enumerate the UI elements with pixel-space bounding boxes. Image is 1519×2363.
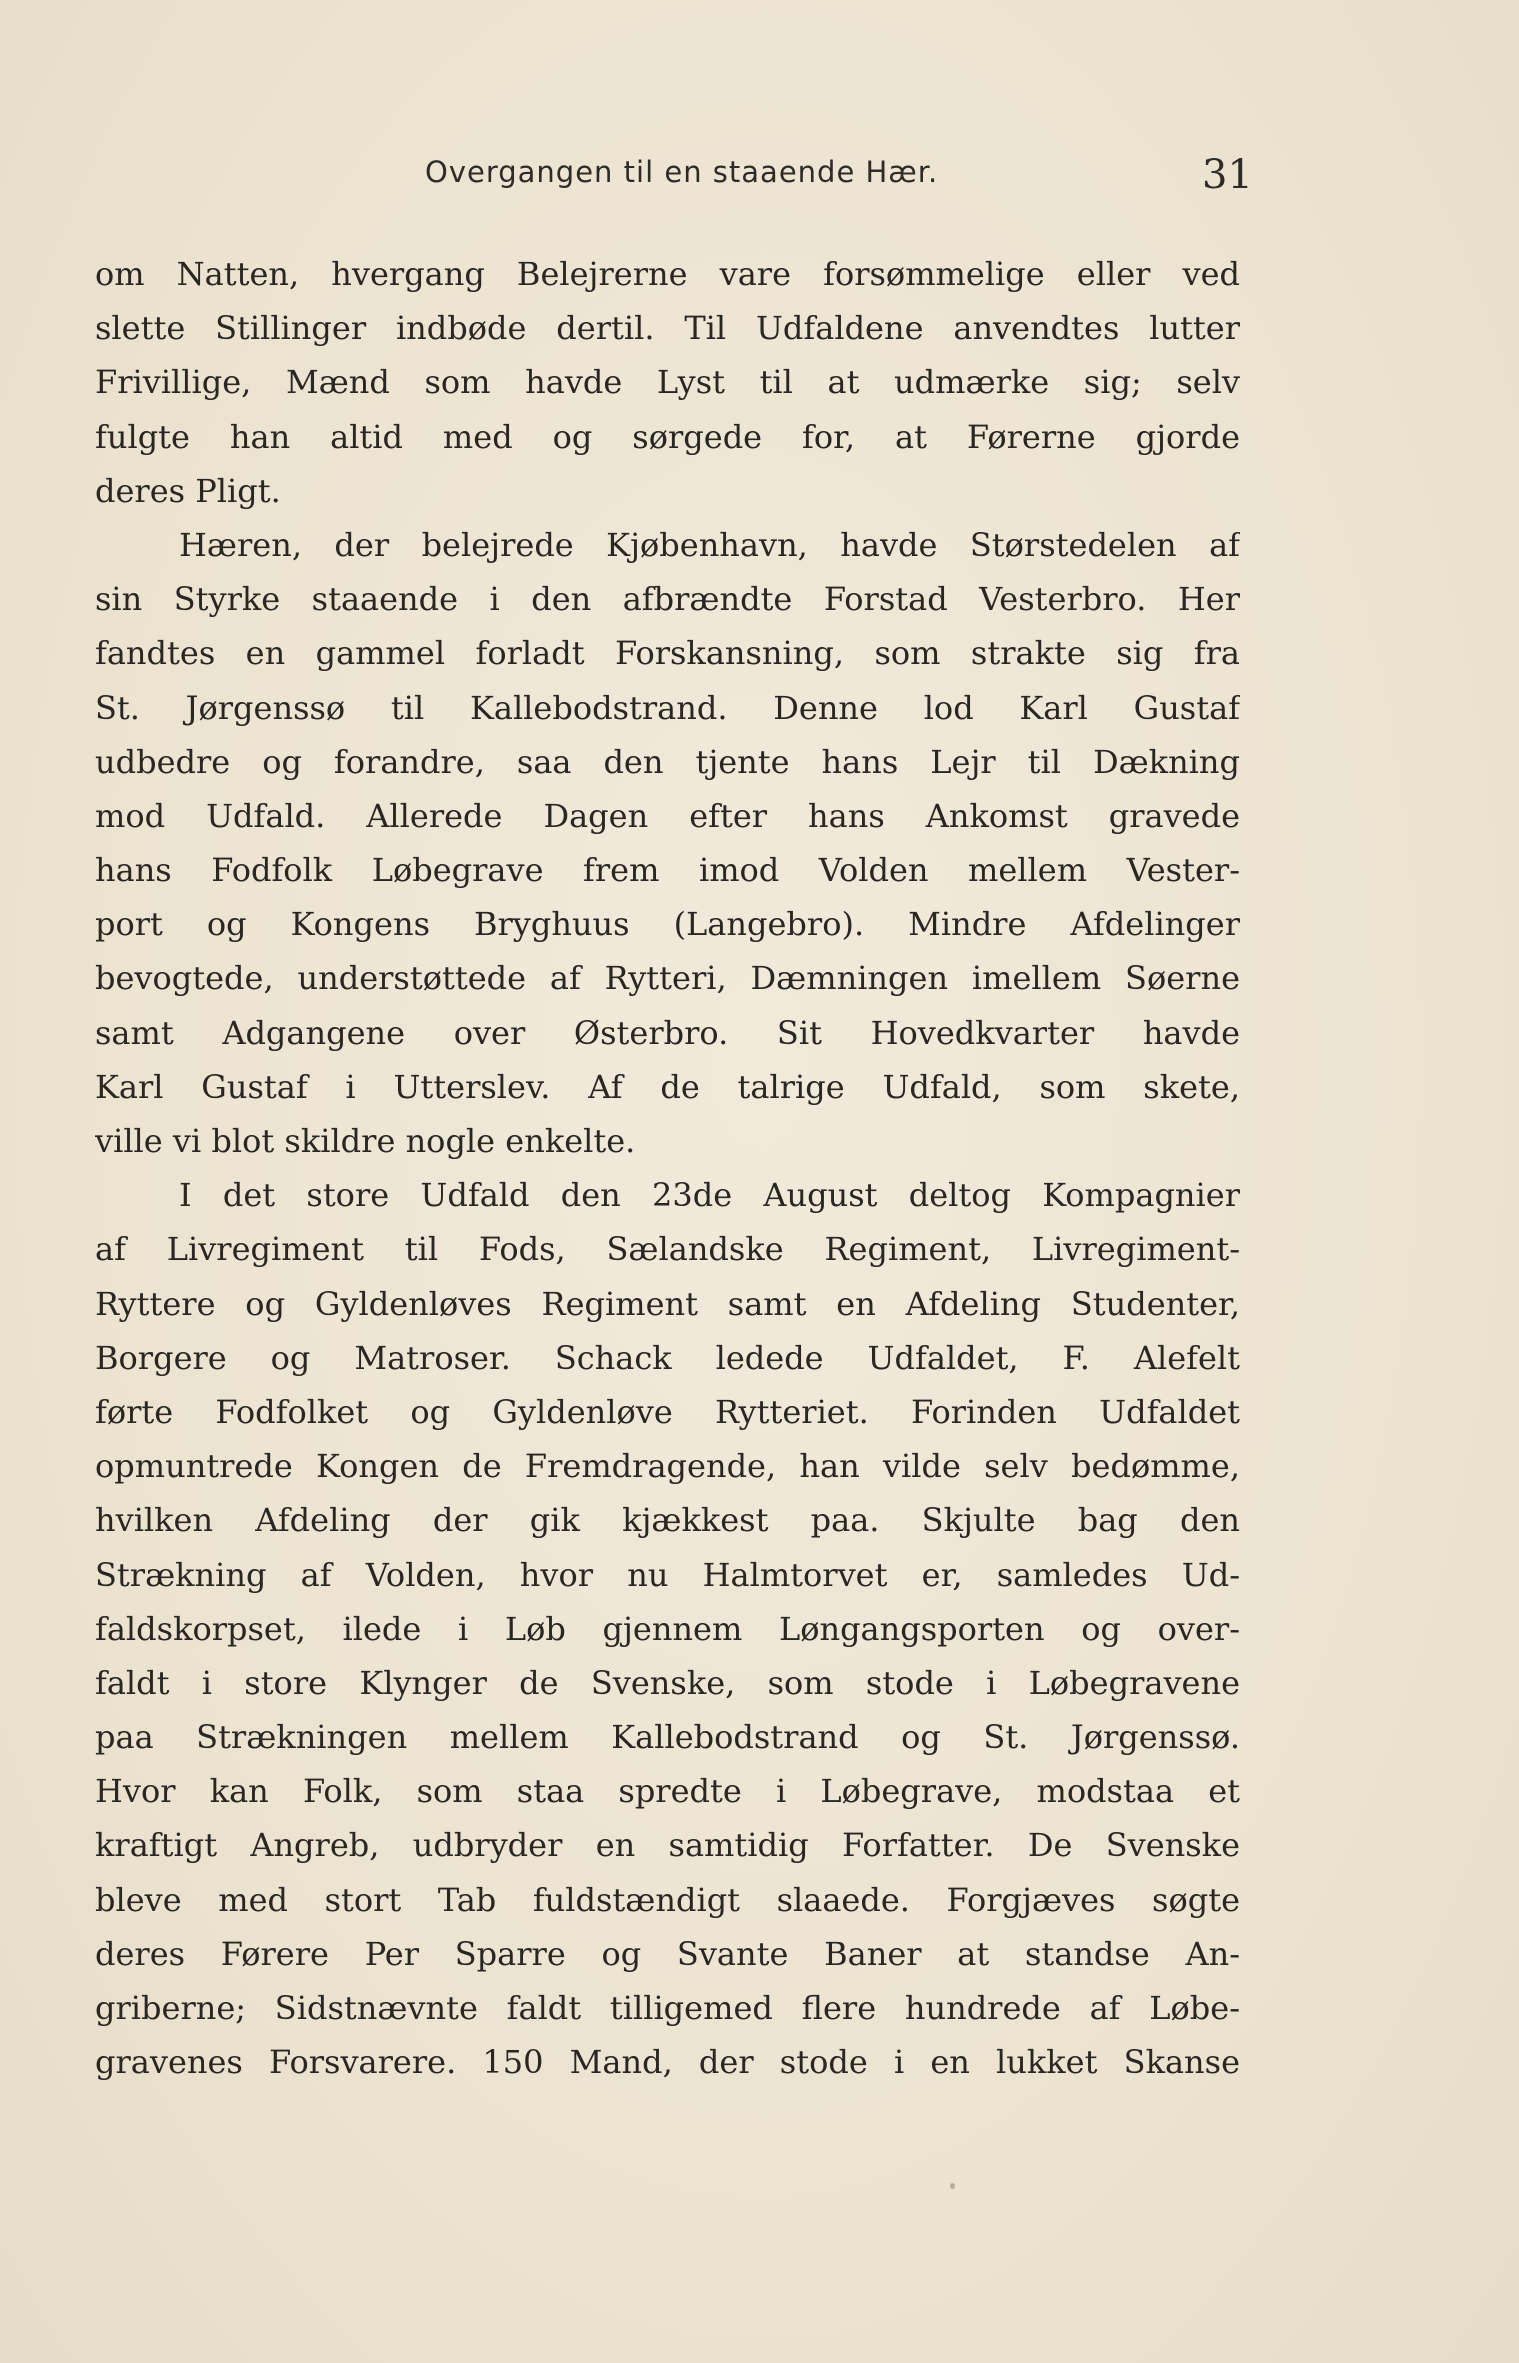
text-line: opmuntrede Kongen de Fremdragende, han vilde selv bedømme,	[95, 1447, 1240, 1486]
text-line: faldt i store Klynger de Svenske, som stode i Løbegravene	[95, 1663, 1240, 1702]
text-line: faldskorpset, ilede i Løb gjennem Løngangsporten og over-	[95, 1609, 1240, 1648]
text-line: Hvor kan Folk, som staa spredte i Løbegrave, modstaa et	[95, 1772, 1240, 1811]
text-line: hans Fodfolk Løbegrave frem imod Volden mellem Vester-	[95, 851, 1240, 890]
text-line: ville vi blot skildre nogle enkelte.	[95, 1122, 636, 1160]
text-line: St. Jørgenssø til Kallebodstrand. Denne lod Karl Gustaf	[95, 688, 1240, 727]
text-line: Hæren, der belejrede Kjøbenhavn, havde Størstedelen af	[179, 525, 1240, 564]
text-line: Borgere og Matroser. Schack ledede Udfaldet, F. Alefelt	[95, 1338, 1240, 1377]
text-line: port og Kongens Bryghuus (Langebro). Mindre Afdelinger	[95, 905, 1240, 944]
text-line: griberne; Sidstnævnte faldt tilligemed flere hundrede af Løbe-	[95, 1989, 1240, 2027]
text-line: deres Pligt.	[95, 471, 281, 510]
text-line: slette Stillinger indbøde dertil. Til Udfaldene anvendtes lutter	[95, 309, 1240, 348]
text-line: samt Adgangene over Østerbro. Sit Hovedkvarter havde	[95, 1013, 1240, 1052]
paper-speck	[950, 2183, 955, 2189]
text-line: sin Styrke staaende i den afbrændte Forstad Vesterbro. Her	[95, 580, 1240, 619]
text-line: Strækning af Volden, hvor nu Halmtorvet er, samledes Ud-	[95, 1555, 1240, 1594]
text-line: fandtes en gammel forladt Forskansning, som strakte sig fra	[95, 634, 1240, 673]
text-line: bleve med stort Tab fuldstændigt slaaede. Forgjæves søgte	[95, 1880, 1240, 1919]
text-line: bevogtede, understøttede af Rytteri, Dæmningen imellem Søerne	[95, 959, 1240, 998]
text-line: fulgte han altid med og sørgede for, at Førerne gjorde	[95, 417, 1240, 456]
text-line: hvilken Afdeling der gik kjækkest paa. Skjulte bag den	[95, 1501, 1240, 1540]
text-line: Ryttere og Gyldenløves Regiment samt en Afdeling Studenter,	[95, 1284, 1240, 1323]
text-line: Karl Gustaf i Utterslev. Af de talrige Udfald, som skete,	[95, 1067, 1240, 1106]
text-line: I det store Udfald den 23de August deltog Kompagnier	[179, 1176, 1240, 1215]
text-line: udbedre og forandre, saa den tjente hans Lejr til Dækning	[95, 742, 1240, 781]
text-line: paa Strækningen mellem Kallebodstrand og St. Jørgenssø.	[95, 1718, 1240, 1757]
body-text	[95, 247, 1240, 2089]
text-line: af Livregiment til Fods, Sælandske Regiment, Livregiment-	[95, 1230, 1240, 1269]
text-line: førte Fodfolket og Gyldenløve Rytteriet. Forinden Udfaldet	[95, 1392, 1240, 1431]
text-line: deres Førere Per Sparre og Svante Baner at standse An-	[95, 1934, 1240, 1973]
running-head: Overgangen til en staaende Hær.	[425, 155, 939, 189]
text-line: gravenes Forsvarere. 150 Mand, der stode i en lukket Skanse	[95, 2043, 1240, 2082]
text-line: Frivillige, Mænd som havde Lyst til at udmærke sig; selv	[95, 363, 1240, 402]
text-line: kraftigt Angreb, udbryder en samtidig Forfatter. De Svenske	[95, 1826, 1240, 1865]
text-line: om Natten, hvergang Belejrerne vare forsømmelige eller ved	[95, 255, 1240, 293]
text-line: mod Udfald. Allerede Dagen efter hans Ankomst gravede	[95, 796, 1240, 835]
page-number: 31	[1202, 152, 1253, 198]
